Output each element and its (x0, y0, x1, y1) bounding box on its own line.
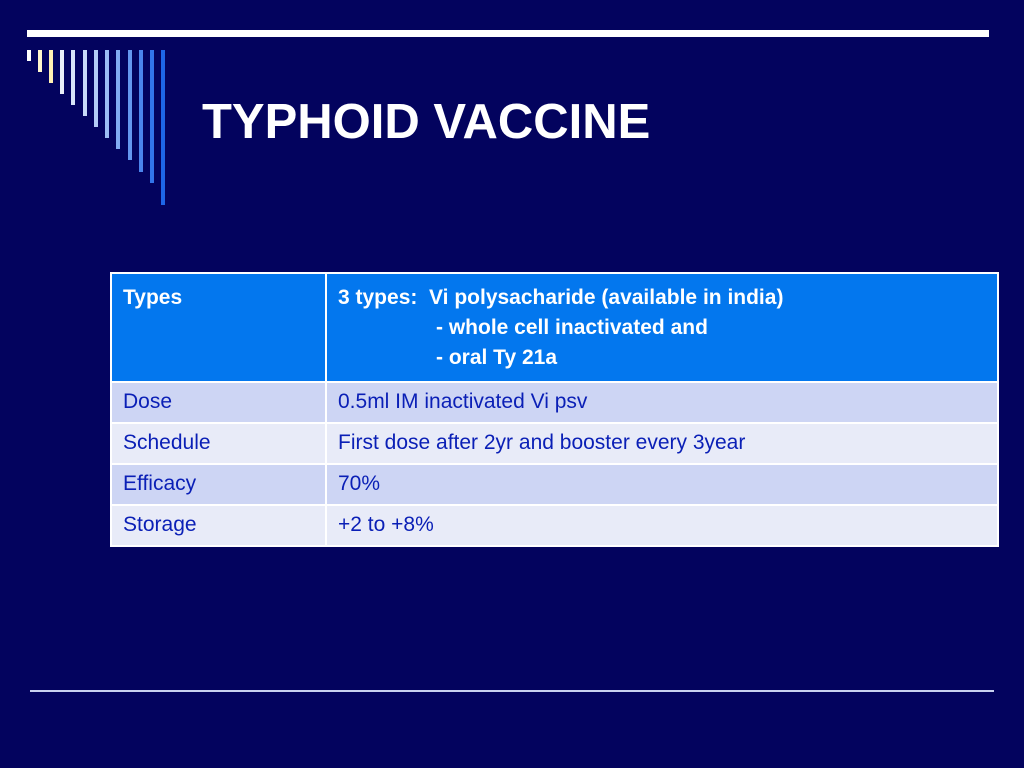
decorative-bar (71, 50, 75, 105)
row-value-cell: 70% (326, 464, 998, 505)
bottom-divider-line (30, 690, 994, 692)
decorative-bar (128, 50, 132, 160)
header-value-line: 3 types: Vi polysacharide (available in india) (338, 286, 784, 309)
row-label-cell: Storage (111, 505, 326, 546)
vaccine-info-table (110, 272, 999, 547)
decorative-bar (60, 50, 64, 94)
decorative-bar (139, 50, 143, 172)
header-value-cell (326, 273, 998, 382)
row-value-cell: First dose after 2yr and booster every 3year (326, 423, 998, 464)
table-header-row (111, 273, 998, 382)
table-row (111, 505, 998, 546)
table-row (111, 382, 998, 423)
header-value-line: - oral Ty 21a (436, 346, 557, 369)
header-label-cell: Types (111, 273, 326, 382)
header-value-line: - whole cell inactivated and (436, 316, 708, 339)
decorative-bar (49, 50, 53, 83)
decorative-bar (116, 50, 120, 149)
decorative-bar (161, 50, 165, 205)
row-label-cell: Dose (111, 382, 326, 423)
decorative-bar (83, 50, 87, 116)
decorative-bar (105, 50, 109, 138)
slide-title: TYPHOID VACCINE (202, 95, 651, 149)
table-row (111, 423, 998, 464)
decorative-bar (38, 50, 42, 72)
decorative-bar (27, 50, 31, 61)
decorative-bar (94, 50, 98, 127)
decorative-bars (0, 0, 180, 220)
row-value-cell: 0.5ml IM inactivated Vi psv (326, 382, 998, 423)
row-label-cell: Efficacy (111, 464, 326, 505)
row-label-cell: Schedule (111, 423, 326, 464)
decorative-bar (150, 50, 154, 183)
row-value-cell: +2 to +8% (326, 505, 998, 546)
table-row (111, 464, 998, 505)
